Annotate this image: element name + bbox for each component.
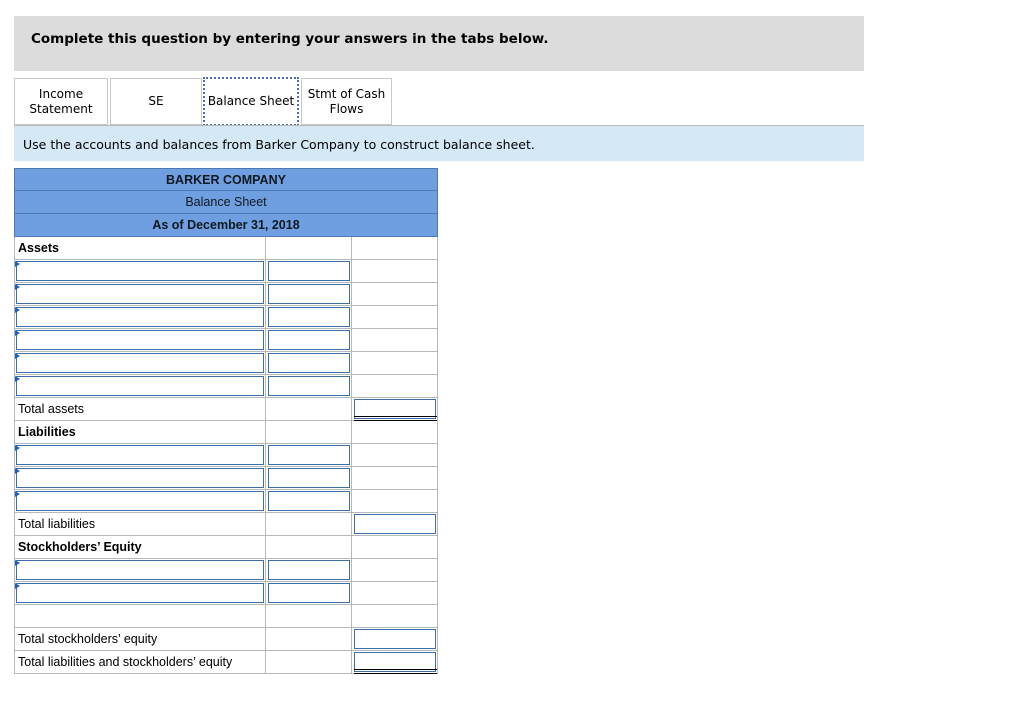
- instruction-bar: [14, 16, 864, 71]
- assets-heading: Assets: [14, 237, 266, 260]
- dropdown-arrow-icon[interactable]: [15, 491, 20, 497]
- statement-title: Balance Sheet: [15, 191, 437, 214]
- asset-row: [14, 329, 438, 352]
- dropdown-arrow-icon[interactable]: [15, 445, 20, 451]
- dropdown-arrow-icon[interactable]: [15, 468, 20, 474]
- equity-row: [14, 559, 438, 582]
- liabilities-heading: Liabilities: [14, 421, 266, 444]
- dropdown-arrow-icon[interactable]: [15, 583, 20, 589]
- equity-account-input[interactable]: [16, 583, 264, 603]
- equity-amount-input[interactable]: [268, 560, 350, 580]
- asset-row: [14, 375, 438, 398]
- liability-account-input[interactable]: [16, 445, 264, 465]
- balance-sheet-table: [14, 168, 438, 674]
- asset-account-input[interactable]: [16, 376, 264, 396]
- asset-amount-input[interactable]: [268, 330, 350, 350]
- dropdown-arrow-icon[interactable]: [15, 353, 20, 359]
- asset-account-input[interactable]: [16, 261, 264, 281]
- statement-date: As of December 31, 2018: [15, 214, 437, 237]
- equity-row: [14, 582, 438, 605]
- asset-row: [14, 260, 438, 283]
- total-assets-label: Total assets: [14, 398, 266, 421]
- asset-row: [14, 352, 438, 375]
- asset-amount-input[interactable]: [268, 307, 350, 327]
- equity-amount-input[interactable]: [268, 583, 350, 603]
- dropdown-arrow-icon[interactable]: [15, 330, 20, 336]
- asset-amount-input[interactable]: [268, 376, 350, 396]
- equity-heading: Stockholders’ Equity: [14, 536, 266, 559]
- dropdown-arrow-icon[interactable]: [15, 376, 20, 382]
- tab-balance-sheet[interactable]: Balance Sheet: [203, 77, 299, 126]
- tab-stmt-cash-flows[interactable]: Stmt of Cash Flows: [301, 78, 392, 125]
- tab-income-statement[interactable]: Income Statement: [14, 78, 108, 125]
- liability-amount-input[interactable]: [268, 468, 350, 488]
- tab-se[interactable]: SE: [110, 78, 202, 125]
- asset-row: [14, 306, 438, 329]
- liability-row: [14, 467, 438, 490]
- dropdown-arrow-icon[interactable]: [15, 307, 20, 313]
- liability-account-input[interactable]: [16, 491, 264, 511]
- asset-amount-input[interactable]: [268, 261, 350, 281]
- asset-amount-input[interactable]: [268, 353, 350, 373]
- total-liabilities-input[interactable]: [354, 514, 436, 534]
- liability-amount-input[interactable]: [268, 491, 350, 511]
- asset-account-input[interactable]: [16, 353, 264, 373]
- dropdown-arrow-icon[interactable]: [15, 560, 20, 566]
- dropdown-arrow-icon[interactable]: [15, 284, 20, 290]
- asset-amount-input[interactable]: [268, 284, 350, 304]
- equity-spacer-row: [14, 605, 266, 628]
- liability-row: [14, 490, 438, 513]
- instruction-text: Complete this question by entering your answers in the tabs below.: [31, 31, 549, 47]
- total-liabilities-label: Total liabilities: [14, 513, 266, 536]
- equity-account-input[interactable]: [16, 560, 264, 580]
- liability-row: [14, 444, 438, 467]
- total-equity-label: Total stockholders’ equity: [14, 628, 266, 651]
- asset-account-input[interactable]: [16, 330, 264, 350]
- total-equity-input[interactable]: [354, 629, 436, 649]
- liability-account-input[interactable]: [16, 468, 264, 488]
- company-name: BARKER COMPANY: [15, 168, 437, 191]
- prompt-text: Use the accounts and balances from Barker Company to construct balance sheet.: [23, 137, 535, 152]
- double-underline: [354, 669, 437, 674]
- asset-account-input[interactable]: [16, 307, 264, 327]
- dropdown-arrow-icon[interactable]: [15, 261, 20, 267]
- total-liabilities-equity-label: Total liabilities and stockholders’ equity: [14, 651, 266, 674]
- asset-account-input[interactable]: [16, 284, 264, 304]
- asset-row: [14, 283, 438, 306]
- liability-amount-input[interactable]: [268, 445, 350, 465]
- prompt-bar: [14, 126, 864, 161]
